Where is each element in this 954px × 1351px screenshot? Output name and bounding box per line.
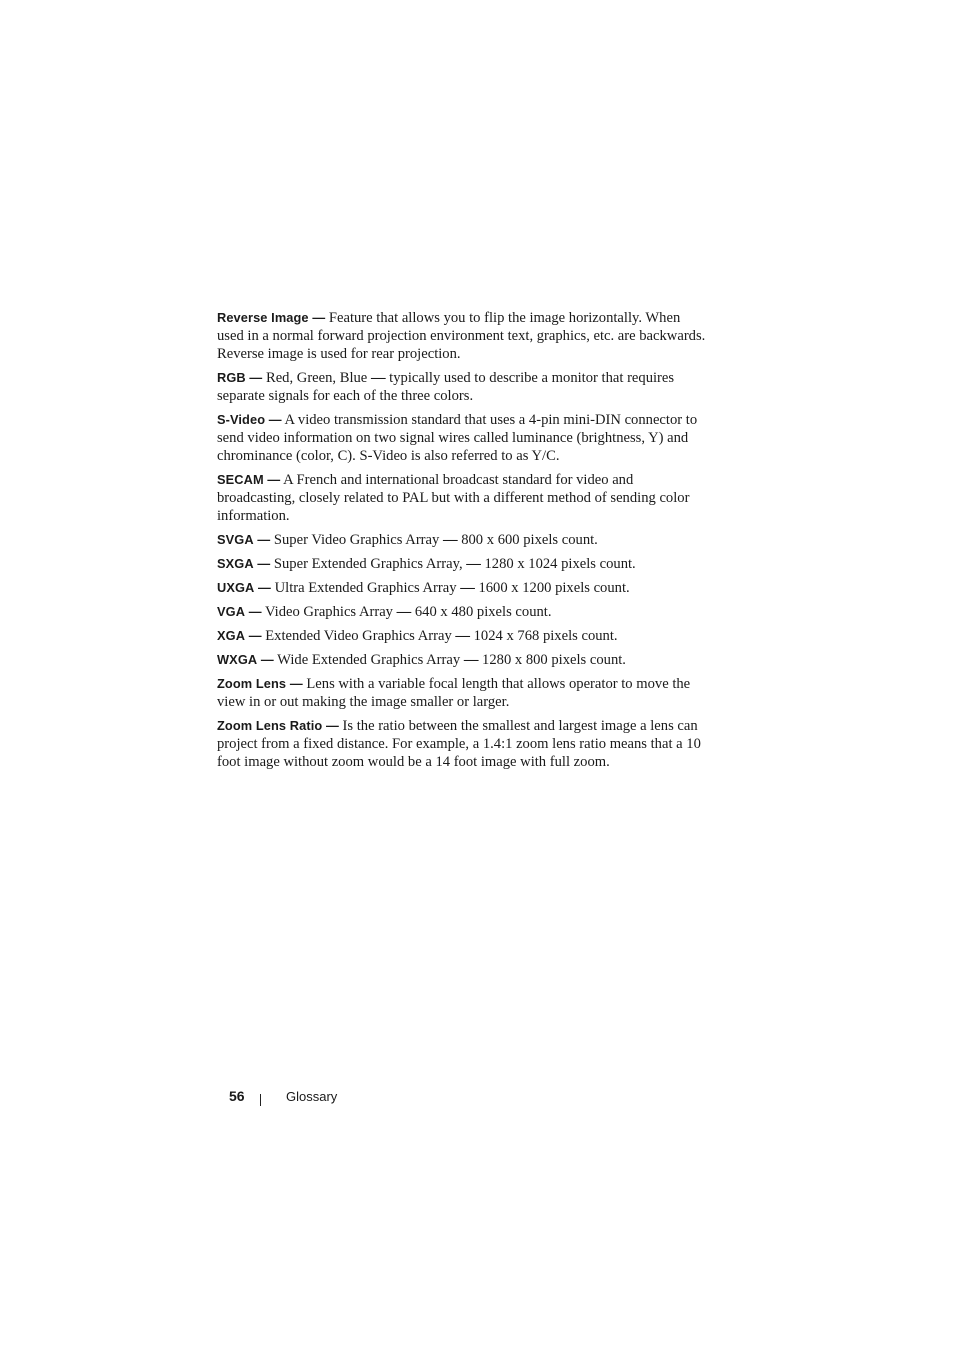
term-dash: — bbox=[257, 532, 271, 547]
definition-text: typically used to describe a monitor that requires separate signals for each of the three colors. bbox=[217, 370, 675, 404]
glossary-definition bbox=[275, 580, 630, 596]
definition-dash: — bbox=[396, 604, 412, 620]
definition-dash: — bbox=[370, 370, 386, 386]
glossary-entry bbox=[217, 651, 709, 669]
section-name: Glossary bbox=[286, 1089, 338, 1104]
definition-dash: — bbox=[442, 532, 458, 548]
definition-text: Lens with a variable focal length that allows operator to move the view in or out making the image smaller or larger. bbox=[217, 676, 691, 710]
definition-text: Red, Green, Blue bbox=[265, 370, 371, 386]
glossary-term: UXGA bbox=[217, 580, 255, 595]
definition-text: Feature that allows you to flip the image horizontally. When used in a normal forward projection environment text, graphics, etc. are backwards. Reverse image is used for rear projection. bbox=[217, 310, 706, 362]
footer-separator bbox=[260, 1094, 261, 1106]
definition-text: Super Extended Graphics Array, bbox=[273, 556, 467, 572]
glossary-entry bbox=[217, 555, 709, 573]
term-dash: — bbox=[260, 652, 274, 667]
term-dash: — bbox=[257, 556, 271, 571]
term-dash: — bbox=[268, 412, 282, 427]
glossary-entry bbox=[217, 309, 709, 363]
term-dash: — bbox=[312, 310, 326, 325]
glossary-definition bbox=[277, 652, 626, 668]
glossary-term: Zoom Lens Ratio bbox=[217, 718, 323, 733]
definition-text: Is the ratio between the smallest and largest image a lens can project from a fixed distance. For example, a 1.4:1 zoom lens ratio means that a 10 foot image without zoom would be a 14 foot image with full zoom. bbox=[217, 718, 701, 770]
glossary-definition bbox=[217, 676, 690, 710]
glossary-definition bbox=[217, 412, 697, 464]
definition-text: 1280 x 800 pixels count. bbox=[478, 652, 626, 668]
definition-text: 800 x 600 pixels count. bbox=[457, 532, 598, 548]
glossary-entry bbox=[217, 531, 709, 549]
definition-dash: — bbox=[463, 652, 479, 668]
term-dash: — bbox=[325, 718, 339, 733]
glossary-definition bbox=[265, 604, 552, 620]
definition-text: Super Video Graphics Array bbox=[273, 532, 443, 548]
definition-text: A French and international broadcast standard for video and broadcasting, closely related to PAL but with a different method of sending color information. bbox=[217, 472, 690, 524]
glossary-definition bbox=[217, 472, 689, 524]
definition-dash: — bbox=[460, 580, 475, 596]
glossary-definition bbox=[274, 556, 636, 572]
definition-text: A video transmission standard that uses a 4-pin mini-DIN connector to send video information on two signal wires called luminance (brightness, Y) and chrominance (color, C). S-Video is also referred to as Y/C. bbox=[217, 412, 698, 464]
glossary-definition bbox=[265, 628, 617, 644]
glossary-term: XGA bbox=[217, 628, 246, 643]
definition-text: Wide Extended Graphics Array bbox=[277, 652, 464, 668]
glossary-term: SECAM bbox=[217, 472, 264, 487]
definition-text: Video Graphics Array bbox=[264, 604, 397, 620]
term-dash: — bbox=[267, 472, 281, 487]
glossary-entry bbox=[217, 369, 709, 405]
term-dash: — bbox=[249, 370, 263, 385]
page-number: 56 bbox=[229, 1088, 245, 1104]
definition-text: 1024 x 768 pixels count. bbox=[469, 628, 618, 644]
definition-text: 1600 x 1200 pixels count. bbox=[474, 580, 630, 596]
term-dash: — bbox=[289, 676, 303, 691]
term-dash: — bbox=[248, 604, 262, 619]
definition-text: 1280 x 1024 pixels count. bbox=[480, 556, 636, 572]
glossary-entry bbox=[217, 675, 709, 711]
glossary-term: VGA bbox=[217, 604, 246, 619]
glossary-entry bbox=[217, 579, 709, 597]
glossary-definition bbox=[217, 370, 674, 404]
glossary-term: WXGA bbox=[217, 652, 258, 667]
term-dash: — bbox=[258, 580, 271, 595]
glossary-entry bbox=[217, 717, 709, 771]
term-dash: — bbox=[248, 628, 262, 643]
glossary-term: Reverse Image bbox=[217, 310, 309, 325]
glossary-term: Zoom Lens bbox=[217, 676, 287, 691]
glossary-term: SXGA bbox=[217, 556, 254, 571]
definition-dash: — bbox=[466, 556, 481, 572]
glossary-entry bbox=[217, 603, 709, 621]
glossary-definition bbox=[274, 532, 598, 548]
glossary-entry bbox=[217, 411, 709, 465]
definition-text: Ultra Extended Graphics Array bbox=[274, 580, 461, 596]
definition-text: Extended Video Graphics Array bbox=[265, 628, 456, 644]
glossary-list bbox=[217, 309, 709, 777]
glossary-entry bbox=[217, 471, 709, 525]
glossary-entry bbox=[217, 627, 709, 645]
glossary-term: RGB bbox=[217, 370, 246, 385]
glossary-term: SVGA bbox=[217, 532, 254, 547]
definition-dash: — bbox=[455, 628, 470, 644]
definition-text: 640 x 480 pixels count. bbox=[411, 604, 552, 620]
glossary-term: S-Video bbox=[217, 412, 266, 427]
